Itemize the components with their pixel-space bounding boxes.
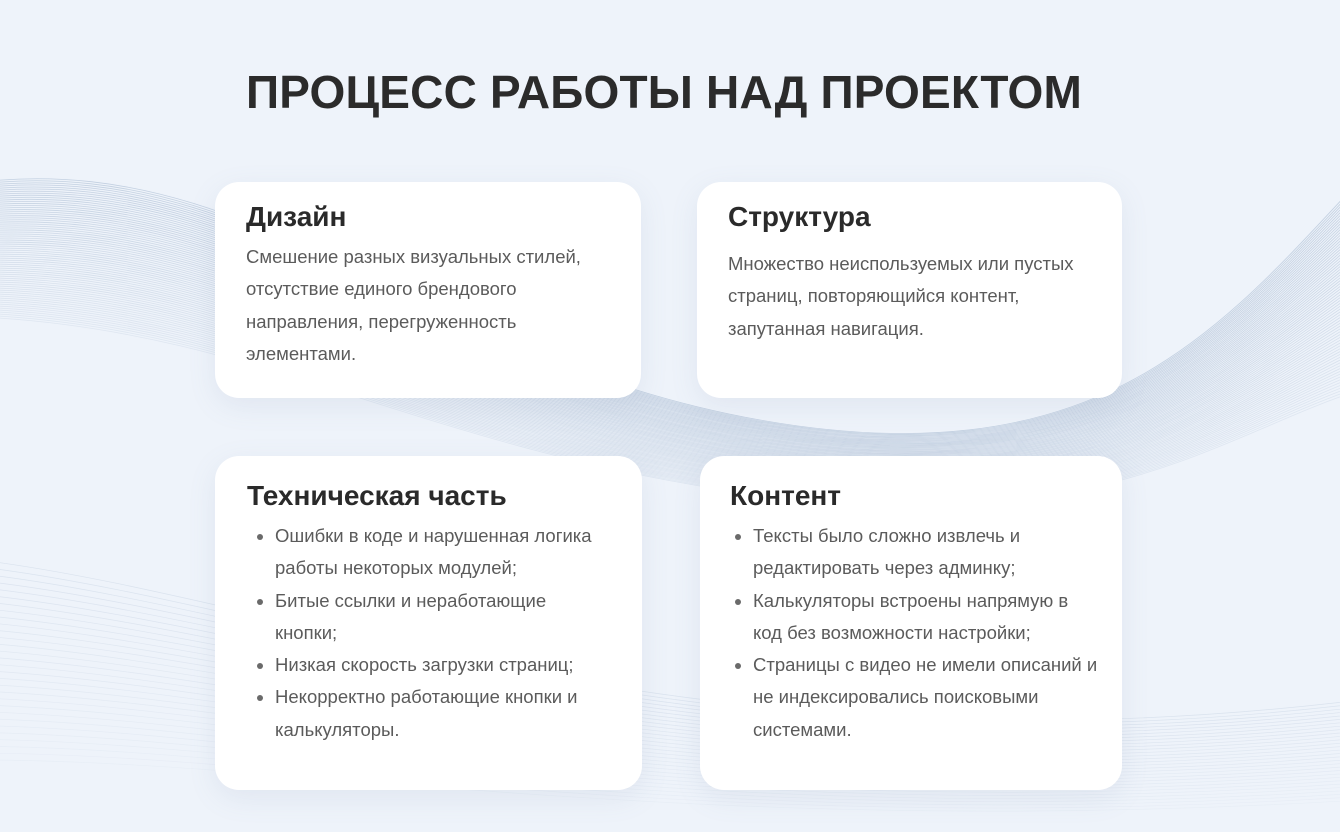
wave-line bbox=[0, 691, 1340, 780]
card-structure-title: Структура bbox=[728, 201, 871, 232]
wave-line bbox=[0, 629, 1340, 752]
wave-line bbox=[0, 588, 1340, 733]
wave-line bbox=[0, 212, 1340, 451]
card-content-list bbox=[730, 520, 1098, 746]
wave-line bbox=[0, 650, 1340, 761]
list-item: • Некорректно работающие кнопки и калькуляторы. bbox=[275, 681, 612, 746]
wave-line bbox=[0, 760, 1340, 811]
page-title: ПРОЦЕСС РАБОТЫ НАД ПРОЕКТОМ bbox=[245, 66, 1082, 118]
card-design-title: Дизайн bbox=[246, 201, 347, 232]
card-technical bbox=[215, 456, 642, 790]
list-item: • Калькуляторы встроены напрямую в код без возможности настройки; bbox=[753, 585, 1098, 650]
wave-line bbox=[0, 670, 1340, 770]
list-item: • Страницы с видео не имели описаний и не индексировались поисковыми системами. bbox=[753, 649, 1098, 746]
wave-line bbox=[0, 608, 1340, 742]
card-technical-list bbox=[247, 520, 612, 746]
wave-line bbox=[0, 214, 1340, 452]
card-content-title: Контент bbox=[730, 480, 842, 511]
card-structure-text: Множество неиспользуемых или пустых страниц, повторяющийся контент, запутанная навигация. bbox=[728, 253, 1074, 339]
wave-line bbox=[0, 615, 1340, 745]
wave-line bbox=[0, 746, 1340, 805]
wave-line bbox=[0, 574, 1340, 727]
list-item: • Ошибки в коде и нарушенная логика работы некоторых модулей; bbox=[275, 520, 612, 585]
list-item: • Тексты было сложно извлечь и редактировать через админку; bbox=[753, 520, 1098, 585]
card-content bbox=[700, 456, 1122, 790]
card-design-text: Смешение разных визуальных стилей, отсутствие единого брендового направления, перегруженность элементами. bbox=[246, 246, 581, 364]
wave-line bbox=[0, 581, 1340, 730]
list-item: • Битые ссылки и неработающие кнопки; bbox=[275, 585, 612, 650]
card-technical-title: Техническая часть bbox=[247, 480, 507, 511]
wave-line bbox=[0, 739, 1340, 801]
card-structure bbox=[697, 182, 1122, 398]
card-design bbox=[215, 182, 641, 398]
wave-line bbox=[0, 622, 1340, 748]
list-item: • Низкая скорость загрузки страниц; bbox=[275, 649, 612, 681]
wave-line bbox=[0, 601, 1340, 739]
wave-line bbox=[0, 560, 1340, 720]
